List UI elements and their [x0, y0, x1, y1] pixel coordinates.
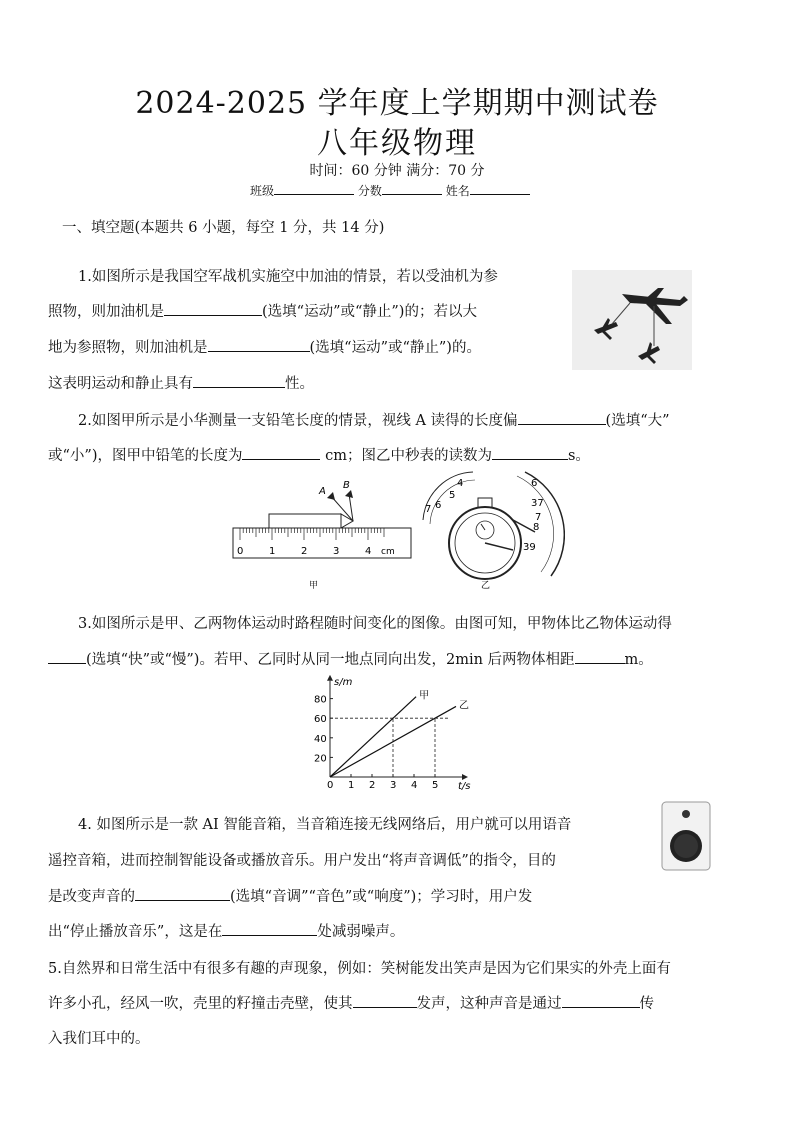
big-dial-6: 6	[531, 478, 538, 489]
big-dial-37: 37	[531, 498, 544, 509]
y-tick-label: 80	[314, 694, 327, 706]
big-dial-8: 8	[533, 522, 540, 533]
big-dial-39: 39	[523, 542, 536, 553]
q1-line2	[48, 300, 477, 321]
q1-text: 照物，则加油机是	[48, 304, 164, 320]
q1-line4	[48, 372, 314, 393]
q5-blank-2[interactable]	[562, 993, 640, 1008]
q1-text: (选填“运动”或“静止”)的；若以大	[262, 304, 477, 320]
label-a: A	[319, 486, 326, 497]
x-tick-label: 3	[390, 780, 397, 791]
ruler-label-0: 0	[237, 546, 244, 557]
smart-speaker-image	[660, 800, 712, 872]
ruler-unit: cm	[381, 547, 395, 557]
q1-line1: 1.如图所示是我国空军战机实施空中加油的情景，若以受油机为参	[78, 269, 498, 285]
q4-text: 处减弱噪声。	[317, 924, 405, 940]
q2-line1	[78, 409, 670, 430]
q1-text: 地为参照物，则加油机是	[48, 340, 208, 356]
q5-text: 发声，这种声音是通过	[416, 996, 562, 1012]
y-tick-label: 20	[314, 753, 327, 765]
x-tick-label: 0	[327, 780, 334, 791]
q2-blank-2[interactable]	[242, 445, 320, 460]
caption-yi: 乙	[481, 581, 491, 591]
q5-line2	[48, 992, 654, 1013]
label-b: B	[343, 480, 350, 491]
series-line-jia	[330, 697, 416, 777]
q4-text: (选填“音调”“音色”或“响度”)；学习时，用户发	[230, 889, 533, 905]
pencil	[269, 514, 353, 528]
small-dial-5: 5	[449, 490, 456, 501]
ruler	[233, 528, 411, 558]
small-dial-4: 4	[457, 478, 464, 489]
distance-time-chart	[300, 675, 490, 797]
y-axis-label: s/m	[334, 676, 353, 688]
q2-text: (选填“大”	[605, 413, 670, 429]
stopwatch	[423, 472, 564, 579]
q4-blank-2[interactable]	[222, 921, 317, 936]
q2-text: 或“小”)，图甲中铅笔的长度为	[48, 448, 243, 464]
x-axis-arrow	[462, 774, 468, 780]
small-dial-7: 7	[425, 504, 432, 515]
q3-text: (选填“快”或“慢”)。若甲、乙同时从同一地点同向出发，2min 后两物体相距	[86, 652, 575, 668]
q2-text: cm；图乙中秒表的读数为	[325, 448, 492, 464]
ruler-label-2: 2	[301, 546, 308, 557]
q1-text: (选填“运动”或“静止”)的。	[309, 340, 481, 356]
q3-line2	[48, 648, 653, 669]
score-field[interactable]	[382, 182, 442, 195]
q2-blank-1[interactable]	[518, 410, 606, 425]
series-label-jia: 甲	[419, 690, 430, 702]
q2-text: s。	[567, 448, 590, 464]
y-tick-label: 40	[314, 733, 327, 745]
q1-blank-1[interactable]	[164, 301, 262, 316]
q4-line4	[48, 920, 404, 941]
score-label: 分数	[357, 184, 382, 198]
q4-blank-1[interactable]	[135, 886, 230, 901]
ruler-label-3: 3	[333, 546, 340, 557]
name-label: 姓名	[445, 184, 470, 198]
q1-text: 性。	[285, 376, 314, 392]
class-label: 班级	[250, 184, 275, 198]
q2-blank-3[interactable]	[492, 445, 568, 460]
q4-line1: 4. 如图所示是一款 AI 智能音箱，当音箱连接无线网络后，用户就可以用语音	[78, 817, 572, 833]
y-tick-label: 60	[314, 714, 327, 726]
x-tick-label: 2	[369, 780, 376, 791]
ruler-label-1: 1	[269, 546, 276, 557]
q4-line2: 遥控音箱，进而控制智能设备或播放音乐。用户发出“将声音调低”的指令，目的	[48, 853, 556, 869]
exam-meta: 时间：60 分钟 满分：70 分	[309, 163, 485, 179]
q1-blank-2[interactable]	[208, 337, 310, 352]
q2-line2	[48, 444, 590, 465]
refueling-aircraft-image	[572, 270, 692, 370]
page-subtitle: 八年级物理	[317, 126, 477, 161]
small-dial-6: 6	[435, 500, 442, 511]
q5-line3: 入我们耳中的。	[48, 1031, 150, 1047]
q4-text: 是改变声音的	[48, 889, 135, 905]
y-axis-arrow	[327, 675, 333, 681]
x-tick-label: 4	[411, 780, 418, 791]
q5-line1: 5.自然界和日常生活中有很多有趣的声现象，例如：笑树能发出笑声是因为它们果实的外壳上面有	[48, 961, 671, 977]
q5-text: 传	[639, 996, 654, 1012]
big-dial-7: 7	[535, 512, 542, 523]
q4-text: 出“停止播放音乐”，这是在	[48, 924, 223, 940]
q3-text: m。	[624, 652, 653, 668]
q5-blank-1[interactable]	[353, 993, 417, 1008]
x-tick-label: 5	[432, 780, 439, 791]
ruler-stopwatch-figure	[225, 468, 565, 593]
q2-text: 2.如图甲所示是小华测量一支铅笔长度的情景，视线 A 读得的长度偏	[78, 413, 518, 429]
q5-text: 许多小孔，经风一吹，壳里的籽撞击壳壁，使其	[48, 996, 353, 1012]
q1-text: 这表明运动和静止具有	[48, 376, 193, 392]
caption-jia: 甲	[309, 581, 319, 591]
q4-line3	[48, 885, 532, 906]
class-field[interactable]	[274, 182, 354, 195]
x-axis-label: t/s	[458, 781, 471, 792]
q1-blank-3[interactable]	[193, 373, 285, 388]
x-tick-label: 1	[348, 780, 355, 791]
q3-line1: 3.如图所示是甲、乙两物体运动时路程随时间变化的图像。由图可知，甲物体比乙物体运动得	[78, 616, 672, 632]
name-field[interactable]	[470, 182, 530, 195]
ruler-label-4: 4	[365, 546, 372, 557]
page-title: 2024-2025 学年度上学期期中测试卷	[135, 86, 659, 121]
q3-blank-1[interactable]	[48, 649, 86, 664]
student-info-fields	[250, 182, 530, 199]
section-heading: 一、填空题(本题共 6 小题，每空 1 分，共 14 分)	[62, 220, 385, 236]
q1-line3	[48, 336, 481, 357]
series-label-yi: 乙	[459, 700, 469, 712]
q3-blank-2[interactable]	[575, 649, 625, 664]
